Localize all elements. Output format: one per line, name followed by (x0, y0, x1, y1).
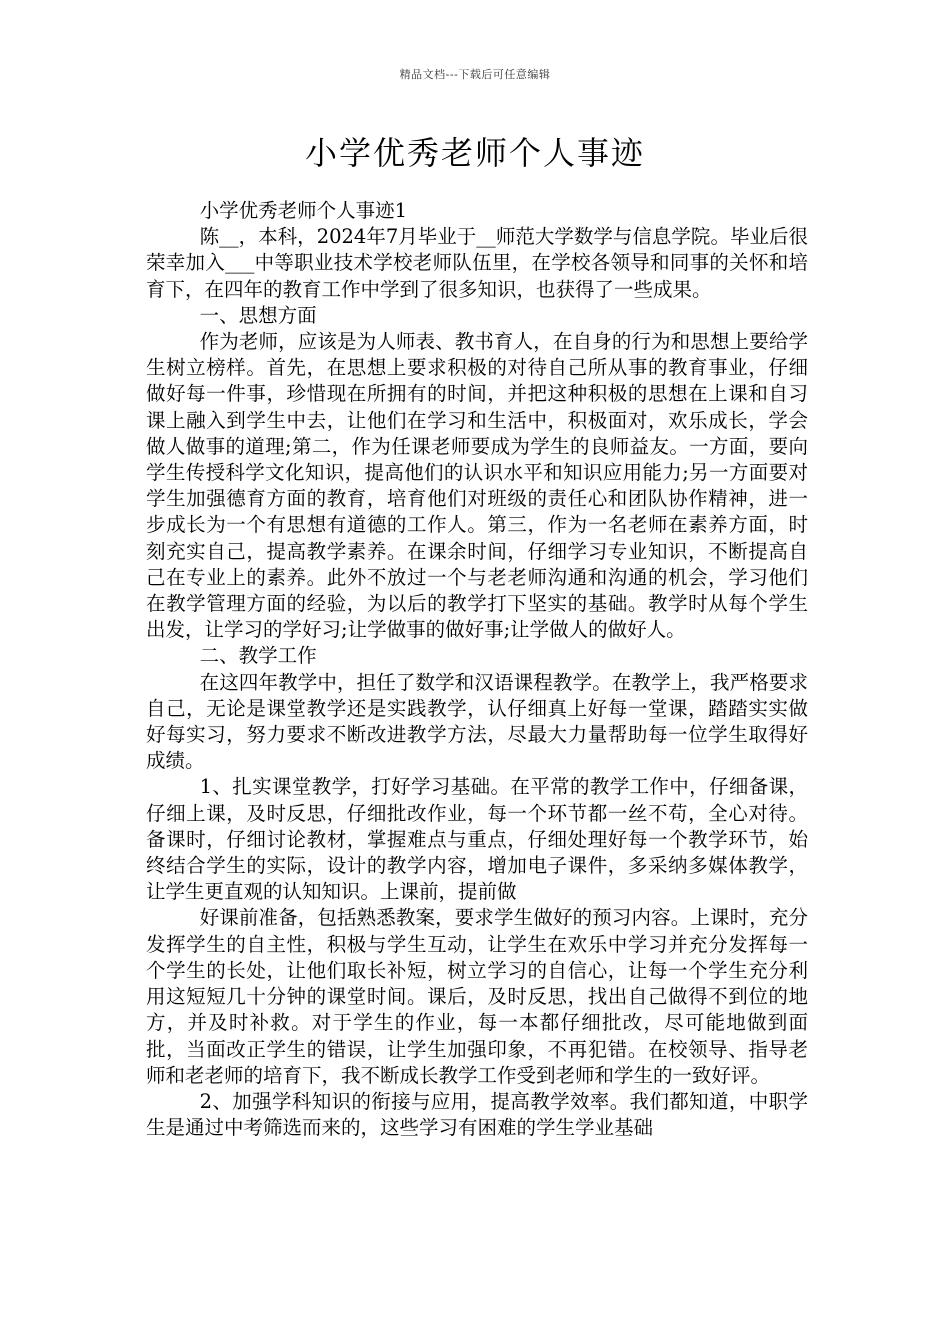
section-heading: 小学优秀老师个人事迹1 (199, 199, 408, 222)
body-paragraph: 陈__，本科，2024年7月毕业于__师范大学数学与信息学院。毕业后很荣幸加入___中等职业技术学校老师队伍里，在学校各领导和同事的关怀和培育下，在四年的教育工作中学到了很多知识，也获得了一些成果。 (146, 225, 808, 301)
document-body (146, 198, 808, 1141)
body-paragraph: 好课前准备，包括熟悉教案，要求学生做好的预习内容。上课时，充分发挥学生的自主性，积极与学生互动，让学生在欢乐中学习并充分发挥每一个学生的长处，让他们取长补短，树立学习的自信心，让每一个学生充分利用这短短几十分钟的课堂时间。课后，及时反思，找出自己做得不到位的地方，并及时补救。对于学生的作业，每一本都仔细批改，尽可能地做到面批，当面改正学生的错误，让学生加强印象，不再犯错。在校领导、指导老师和老老师的培育下，我不断成长教学工作受到老师和学生的一致好评。 (146, 906, 808, 1087)
body-paragraph: 1、扎实课堂教学，打好学习基础。在平常的教学工作中，仔细备课，仔细上课，及时反思，仔细批改作业，每一个环节都一丝不苟，全心对待。备课时，仔细讨论教材，掌握难点与重点，仔细处理好每一个教学环节，始终结合学生的实际，设计的教学内容，增加电子课件，多采纳多媒体教学，让学生更直观的认知知识。上课前，提前做 (146, 775, 808, 904)
document-title: 小学优秀老师个人事迹 (304, 134, 645, 172)
section-heading: 二、教学工作 (199, 644, 317, 668)
body-paragraph: 2、加强学科知识的衔接与应用，提高教学效率。我们都知道，中职学生是通过中考筛选而来的，这些学习有困难的学生学业基础 (146, 1089, 808, 1140)
body-paragraph: 在这四年教学中，担任了数学和汉语课程教学。在教学上，我严格要求自己，无论是课堂教学还是实践教学，认仔细真上好每一堂课，踏踏实实做好每实习，努力要求不断改进教学方法，尽最大力量帮助每一位学生取得好成绩。 (146, 670, 808, 773)
section-heading: 一、思想方面 (199, 303, 317, 327)
header-note: 精品文档---下载后可任意编辑 (399, 68, 551, 81)
body-paragraph: 作为老师，应该是为人师表、教书育人，在自身的行为和思想上要给学生树立榜样。首先，在思想上要求积极的对待自己所从事的教育事业，仔细做好每一件事，珍惜现在所拥有的时间，并把这种积极的思想在上课和自习课上融入到学生中去，让他们在学习和生活中，积极面对，欢乐成长，学会做人做事的道理;第二，作为任课老师要成为学生的良师益友。一方面，要向学生传授科学文化知识，提高他们的认识水平和知识应用能力;另一方面要对学生加强德育方面的教育，培育他们对班级的责任心和团队协作精神，进一步成长为一个有思想有道德的工作人。第三，作为一名老师在素养方面，时刻充实自己，提高教学素养。在课余时间，仔细学习专业知识，不断提高自己在专业上的素养。此外不放过一个与老老师沟通和沟通的机会，学习他们在教学管理方面的经验，为以后的教学打下坚实的基础。教学时从每个学生出发，让学习的学好习;让学做事的做好事;让学做人的做好人。 (146, 330, 808, 642)
